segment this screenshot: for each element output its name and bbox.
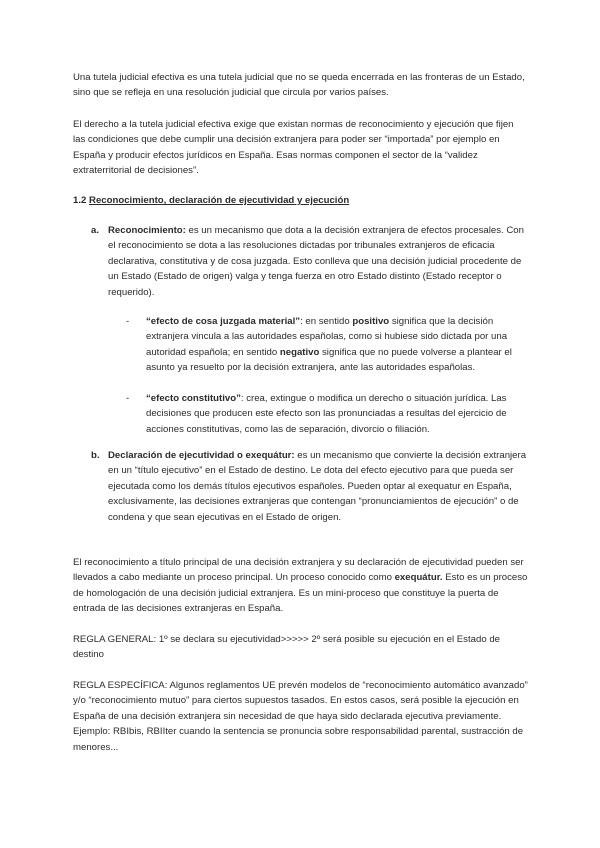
closing-text-2: Esto es un proceso de homologación de una decisión judicial extranjera. Es un mini-proceso que constituye la puerta de entrada de las decisiones extranjeras en España. <box>73 572 528 615</box>
sub-marker-2: - <box>126 393 130 404</box>
intro-paragraph-2: El derecho a la tutela judicial efectiva exige que existan normas de reconocimiento y ejecución que fijen las condiciones que debe cumplir una decisión extranjera para poder ser “importada” por ejemplo en España y producir efectos jurídicos en España. Esas normas componen el sector de la “validez extraterritorial de decisiones”. <box>73 119 514 177</box>
closing-paragraph <box>73 555 528 617</box>
regla-general: REGLA GENERAL: 1º se declara su ejecutividad>>>>> 2º será posible su ejecución en el Estado de destino <box>73 634 500 661</box>
item-a-text: es un mecanismo que dota a la decisión extranjera de efectos procesales. Con el reconocimiento se dota a las resoluciones dictadas por tribunales extranjeros de eficacia declarativa, constitutiva y de cosa juzgada. Esto conlleva que una decisión judicial procedente de un Estado (Estado de origen) valga y tenga fuerza en otro Estado distinto (Estado receptor o requerido). <box>108 225 524 298</box>
list-marker-a: a. <box>91 225 100 236</box>
sub-marker-1: - <box>126 316 130 327</box>
term-exequatur: Declaración de ejecutividad o exequátur: <box>108 450 295 461</box>
sub-item-1-text-2: significa que la decisión extranjera vincula a las autoridades españolas, como si hubiese sido dictada por una autoridad española; en sentido <box>146 316 508 358</box>
list-item-a <box>91 223 528 300</box>
section-number: 1.2 <box>73 195 87 206</box>
sub-item-1-text-3: significa que no puede volverse a plantear el asunto ya resuelto por la decisión extranjera, ante las autoridades españolas. <box>146 346 512 374</box>
term-efecto-constitutivo: “efecto constitutivo” <box>146 393 241 404</box>
term-cosa-juzgada: “efecto de cosa juzgada material” <box>146 316 301 327</box>
sub-item-constitutivo <box>126 391 528 437</box>
regla-especifica: REGLA ESPECÍFICA: Algunos reglamentos UE prevén modelos de “reconocimiento automático avanzado” y/o “reconocimiento mutuo” para ciertos supuestos tasados. En estos casos, será posible la ejecución en España de una decisión extranjera sin necesidad de que haya sido declarada ejecutiva previamente. Ejemplo: RBIbis, RBIIter cuando la sentencia se pronuncia sobre responsabilidad parental, sustracción de menores... <box>73 680 528 753</box>
sub-item-1-text-1: : en sentido <box>300 316 353 327</box>
sub-item-cosa-juzgada <box>126 314 528 376</box>
item-b-text: es un mecanismo que convierte la decisión extranjera en un “título ejecutivo” en el Estado de destino. Le dota del efecto ejecutivo para que pueda ser ejecutada como los demás títulos ejecutivos españoles. Pueden optar al exequatur en España, exclusivamente, las decisiones extranjeras que contengan “pronunciamientos de ejecución” o de condena y que sean ejecutivas en el Estado de origen. <box>108 450 527 523</box>
term-positivo: positivo <box>352 316 390 327</box>
list-item-b <box>91 448 528 525</box>
section-title: Reconocimiento, declaración de ejecutividad y ejecución <box>89 195 350 206</box>
term-negativo: negativo <box>279 346 320 358</box>
list-marker-b: b. <box>91 450 100 461</box>
term-exequatur-bold: exequátur. <box>394 572 443 584</box>
section-heading <box>73 193 349 208</box>
sub-item-2-text: : crea, extingue o modifica un derecho o situación jurídica. Las decisiones que producen este efecto son las pronunciadas a resultas del ejercicio de acciones constitutivas, como las de separación, divorcio o filiación. <box>146 393 507 435</box>
intro-paragraph-1: Una tutela judicial efectiva es una tutela judicial que no se queda encerrada en las fronteras de un Estado, sino que se refleja en una resolución judicial que circula por varios países. <box>73 72 525 99</box>
term-reconocimiento: Reconocimiento: <box>108 225 186 236</box>
closing-text-1: El reconocimiento a título principal de una decisión extranjera y su declaración de ejecutividad pueden ser llevados a cabo mediante un proceso principal. Un proceso conocido como <box>73 557 524 584</box>
